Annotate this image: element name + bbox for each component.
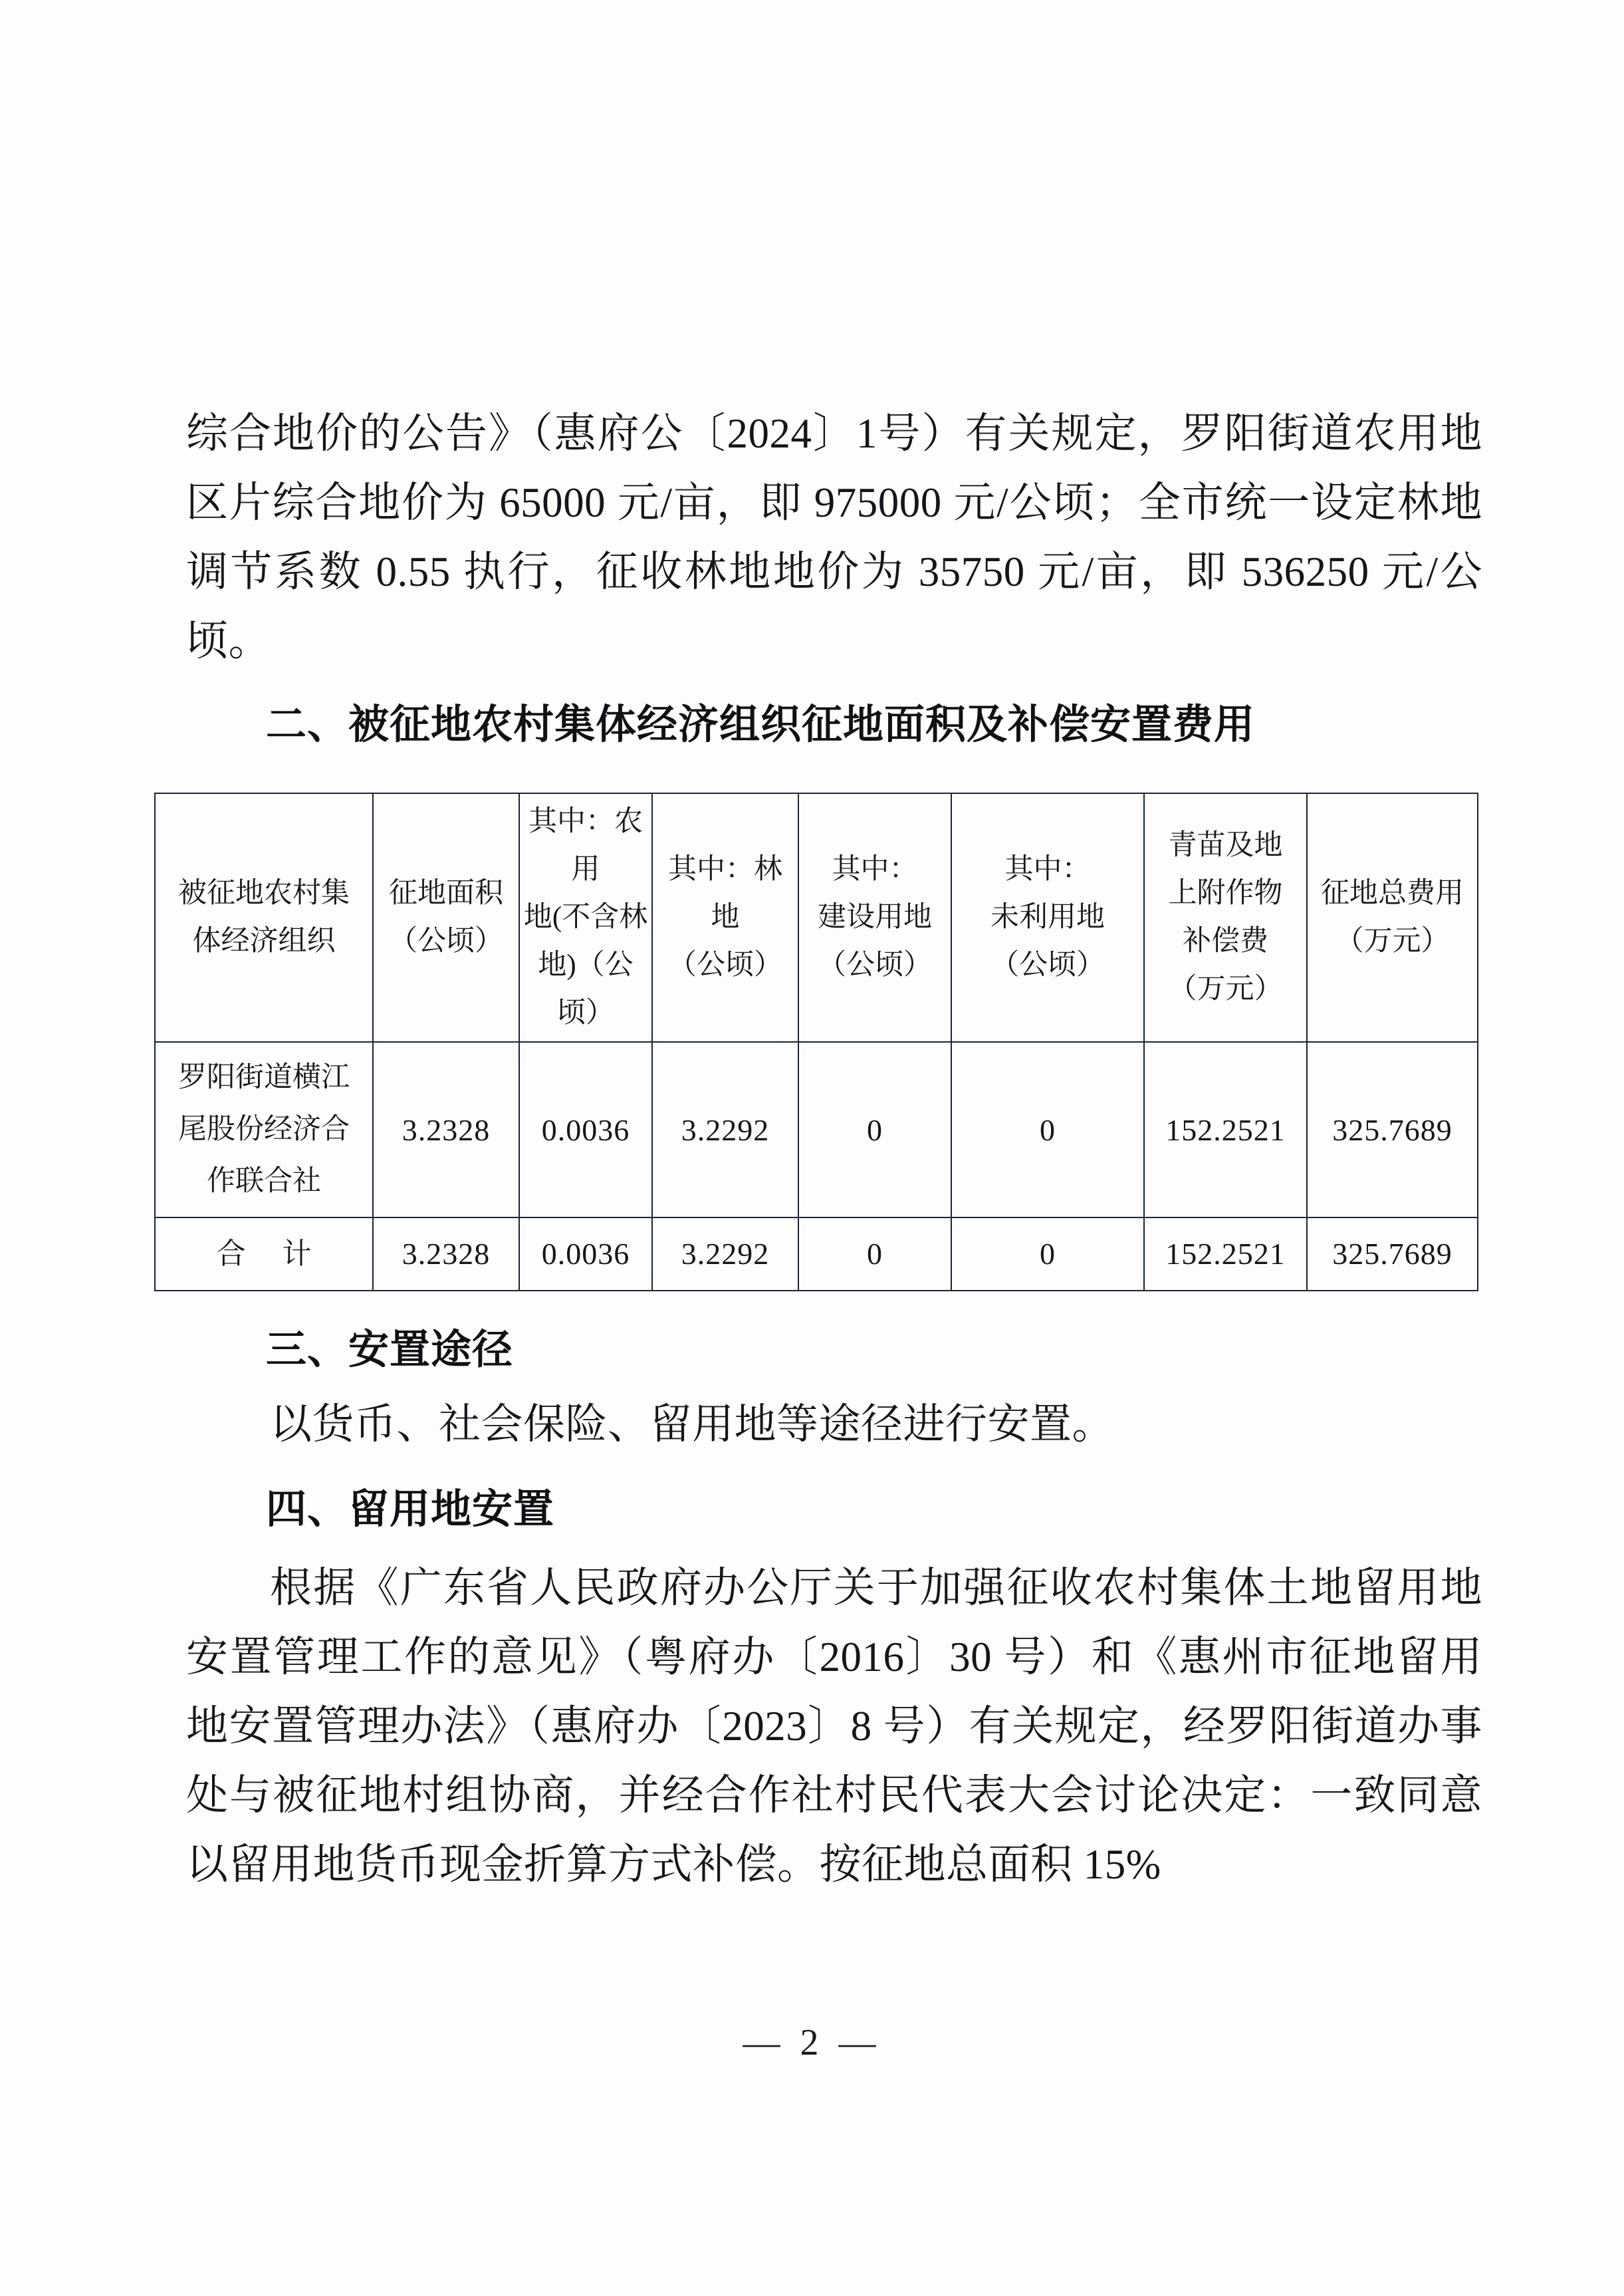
header-line: 上附作物	[1168, 878, 1283, 909]
section-three-heading: 三、安置途径	[266, 1326, 514, 1373]
header-line: 体经济组织	[192, 926, 336, 957]
section-two-block	[186, 692, 1482, 758]
header-line: 建设用地	[818, 902, 932, 933]
header-cell-unused-land	[951, 793, 1144, 1042]
header-cell-farmland	[519, 793, 652, 1042]
section-three-block	[186, 1317, 1482, 1459]
opening-paragraph: 综合地价的公告》（惠府公〔2024〕1号）有关规定，罗阳街道农用地区片综合地价为 65000 元/亩，即 975000 元/公顷；全市统一设定林地调节系数 0.55 执行，征收林地地价为 35750 元/亩，即 536250 元/公顷。	[186, 410, 1482, 664]
cell-total-crop-compensation: 152.2521	[1144, 1217, 1307, 1291]
header-line: （万元）	[1168, 973, 1283, 1005]
section-four-block	[186, 1476, 1482, 1899]
header-line: 未利用地	[990, 902, 1105, 933]
cell-land-area: 3.2328	[373, 1042, 519, 1217]
header-line: 征地总费用	[1321, 878, 1464, 909]
org-line: 尾股份经济合	[178, 1114, 350, 1145]
cell-total-land-area: 3.2328	[373, 1217, 519, 1291]
header-line: 地)（公顷）	[538, 950, 634, 1029]
header-line: 其中：林地	[668, 854, 782, 933]
org-line: 作联合社	[207, 1166, 321, 1197]
header-line: 补偿费	[1183, 926, 1268, 957]
cell-total-label: 合 计	[155, 1217, 373, 1291]
cell-total-construction-land: 0	[798, 1217, 951, 1291]
section-two-heading: 二、被征地农村集体经济组织征地面积及补偿安置费用	[266, 701, 1256, 748]
header-cell-organization	[155, 793, 373, 1042]
cell-organization-name	[155, 1042, 373, 1217]
section-four-body: 根据《广东省人民政府办公厅关于加强征收农村集体土地留用地安置管理工作的意见》（粤府办〔2016〕30 号）和《惠州市征地留用地安置管理办法》（惠府办〔2023〕8 号）有关规定，经罗阳街道办事处与被征地村组协商，并经合作社村民代表大会讨论决定：一致同意以留用地货币现金折算方式补偿。按征地总面积 15%	[186, 1565, 1482, 1888]
header-line: （公顷）	[668, 950, 782, 981]
header-line: 地(不含林	[523, 902, 648, 933]
cell-total-cost-sum: 325.7689	[1307, 1217, 1478, 1291]
header-line: （公顷）	[990, 950, 1105, 981]
header-line: 其中：农用	[528, 806, 643, 885]
cell-construction-land: 0	[798, 1042, 951, 1217]
page-number: — 2 —	[743, 2022, 881, 2063]
cell-total-unused-land: 0	[951, 1217, 1144, 1291]
header-line: 青苗及地	[1168, 830, 1283, 861]
header-line: （公顷）	[818, 950, 932, 981]
cell-total-farmland: 0.0036	[519, 1217, 652, 1291]
header-line: 征地面积	[389, 878, 503, 909]
header-cell-construction-land	[798, 793, 951, 1042]
opening-paragraph-block	[186, 399, 1482, 676]
cell-total-cost: 325.7689	[1307, 1042, 1478, 1217]
table-header-row	[155, 793, 1478, 1042]
compensation-table	[154, 793, 1478, 1291]
cell-unused-land: 0	[951, 1042, 1144, 1217]
table-row	[155, 1042, 1478, 1217]
org-line: 罗阳街道横江	[178, 1062, 350, 1093]
section-four-heading: 四、留用地安置	[266, 1485, 555, 1533]
cell-farmland: 0.0036	[519, 1042, 652, 1217]
header-line: 被征地农村集	[178, 878, 350, 909]
compensation-table-wrapper	[154, 793, 1477, 1291]
header-cell-forest-land	[652, 793, 798, 1042]
cell-crop-compensation: 152.2521	[1144, 1042, 1307, 1217]
header-cell-total-cost	[1307, 793, 1478, 1042]
header-cell-crop-compensation	[1144, 793, 1307, 1042]
header-line: （公顷）	[389, 926, 503, 957]
section-three-body: 以货币、社会保险、留用地等途径进行安置。	[270, 1401, 1114, 1448]
cell-forest-land: 3.2292	[652, 1042, 798, 1217]
cell-total-forest-land: 3.2292	[652, 1217, 798, 1291]
header-line: 其中：	[832, 854, 918, 885]
table-total-row	[155, 1217, 1478, 1291]
header-cell-land-area	[373, 793, 519, 1042]
header-line: （万元）	[1335, 926, 1450, 957]
header-line: 其中：	[1004, 854, 1091, 885]
